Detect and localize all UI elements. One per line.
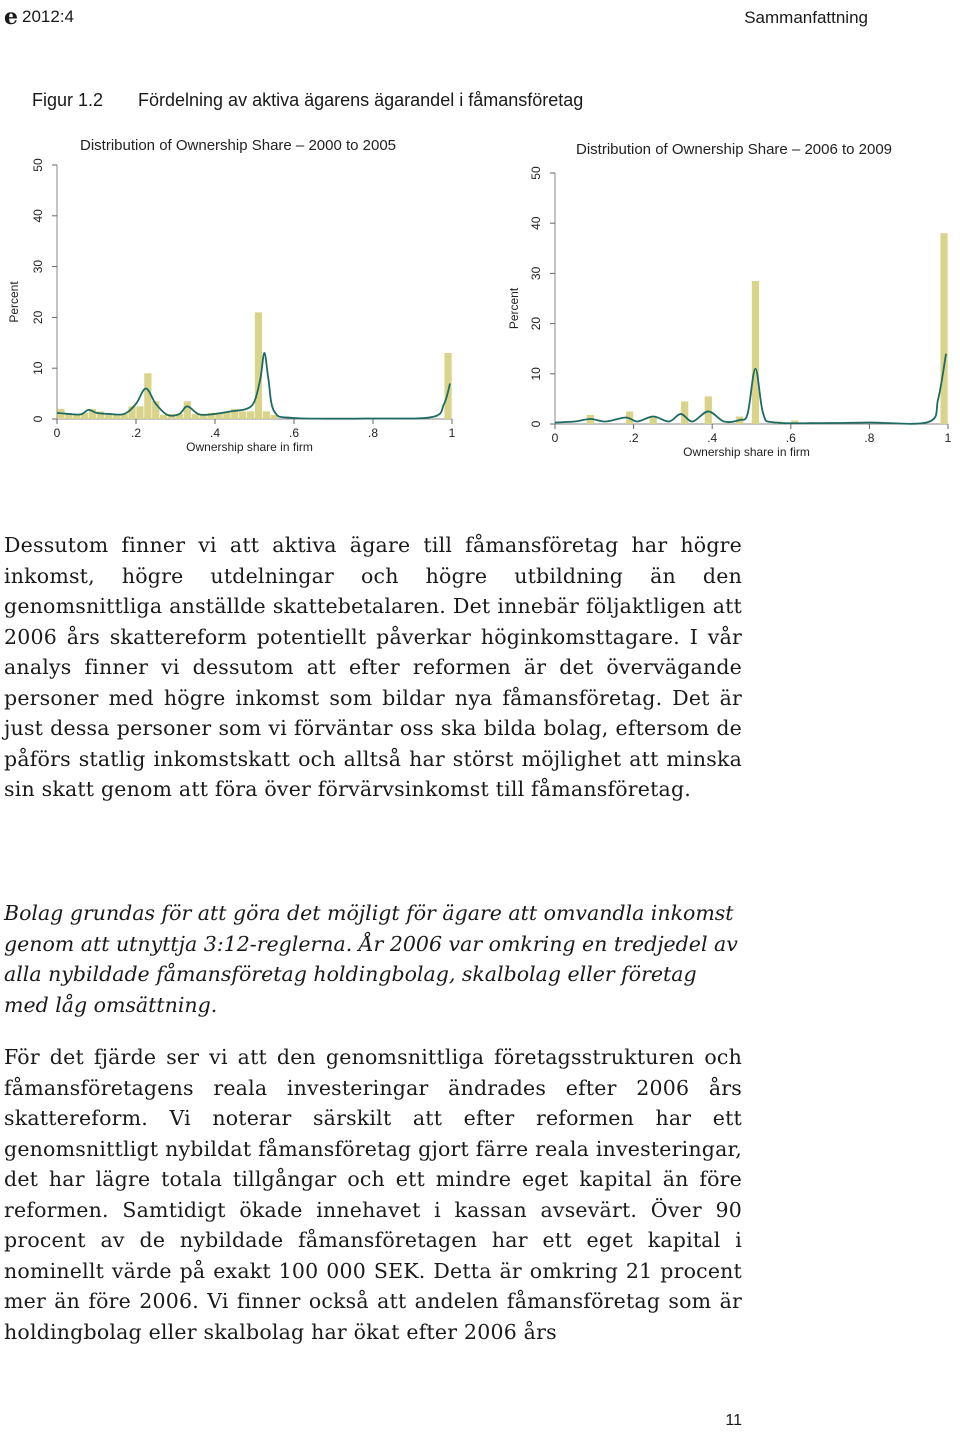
- y-tick-label: 30: [529, 266, 543, 281]
- x-tick-label: .2: [130, 426, 142, 440]
- histogram-bar: [113, 415, 120, 419]
- x-tick-label: .6: [785, 431, 796, 445]
- chart-2006-2009: [500, 128, 960, 463]
- y-tick-label: 0: [31, 415, 45, 423]
- issue-number: 2012:4: [22, 7, 74, 26]
- histogram-bar: [255, 312, 262, 419]
- histogram-bar: [681, 401, 688, 424]
- chart-title: Distribution of Ownership Share – 2006 to 2009: [576, 141, 893, 158]
- x-axis-label: Ownership share in firm: [186, 440, 313, 454]
- section-title: Sammanfattning: [744, 8, 868, 27]
- y-tick-label: 0: [529, 420, 543, 428]
- y-tick-label: 20: [529, 316, 543, 331]
- histogram-bar: [444, 353, 451, 419]
- figure-title: Fördelning av aktiva ägarens ägarandel i fåmansföretag: [138, 90, 584, 110]
- histogram-bar: [184, 401, 191, 419]
- figure-label: Figur 1.2: [32, 90, 104, 110]
- page-number: 11: [725, 1412, 742, 1429]
- histogram-bar: [263, 411, 270, 419]
- x-tick-label: .8: [864, 431, 875, 445]
- y-tick-label: 10: [31, 361, 45, 375]
- callout-quote: Bolag grundas för att göra det möjligt för ägare att omvandla inkomst genom att utnyttja 3:12-reglerna. År 2006 var omkring en tredjedel av alla nybildade fåmansföretag holdingbolag, skalbolag eller företag med låg omsättning.: [4, 901, 738, 1017]
- e-logo-icon: e: [4, 4, 18, 30]
- x-tick-label: .6: [288, 426, 300, 440]
- x-tick-label: 0: [53, 426, 61, 440]
- x-tick-label: .4: [209, 426, 221, 440]
- histogram-bar: [239, 411, 246, 419]
- histogram-bar: [160, 415, 167, 419]
- histogram-bar: [705, 396, 712, 424]
- chart-2000-2005: [0, 128, 480, 458]
- x-tick-label: .4: [707, 431, 718, 445]
- y-tick-label: 10: [529, 367, 543, 381]
- histogram-bar: [940, 233, 947, 424]
- x-tick-label: 1: [944, 431, 952, 445]
- y-tick-label: 40: [529, 216, 543, 230]
- y-axis-label: Percent: [507, 287, 521, 330]
- histogram-bar: [73, 415, 80, 419]
- histogram-bar: [247, 411, 254, 419]
- body-paragraph-1: Dessutom finner vi att aktiva ägare till fåmansföretag har högre inkomst, högre utdelningar och högre utbildning än den genomsnittliga anställde skattebetalaren. Det innebär följaktligen att 2006 års skattereform potentiellt påverkar höginkomsttagare. I vår analys finner vi dessutom att efter reformen är det övervägande personer med högre inkomst som bildar nya fåmansföretag. Det är just dessa personer som vi förväntar oss ska bilda bolag, eftersom de påförs statlig inkomstskatt och alltså har störst möjlighet att minska sin skatt genom att föra över förvärvsinkomst till fåmansföretag.: [4, 533, 742, 801]
- x-axis-label: Ownership share in firm: [683, 445, 810, 459]
- header-journal-issue: [4, 6, 74, 28]
- histogram-bar: [105, 415, 112, 419]
- x-tick-label: .8: [367, 426, 379, 440]
- y-axis-label: Percent: [7, 281, 21, 323]
- histogram-bar: [144, 373, 151, 419]
- density-curve: [57, 353, 450, 419]
- density-curve: [555, 354, 946, 424]
- y-tick-label: 50: [529, 166, 543, 180]
- body-paragraph-2: För det fjärde ser vi att den genomsnittliga företagsstrukturen och fåmansföretagens reala investeringar ändrades efter 2006 års skattereform. Vi noterar särskilt att efter reformen har ett genomsnittligt nybildat fåmansföretag gjort färre reala investeringar, det har lägre totala tillgångar och ett mindre eget kapital än före reformen. Samtidigt ökade innehavet i kassan avsevärt. Över 90 procent av de nybildade fåmansföretagen har ett eget kapital i nominellt värde på exakt 100 000 SEK. Detta är omkring 21 procent mer än före 2006. Vi finner också att andelen fåmansföretag som är holdingbolag eller skalbolag har ökat efter 2006 års: [4, 1045, 742, 1344]
- x-tick-label: 0: [551, 431, 559, 445]
- y-tick-label: 20: [31, 310, 45, 325]
- histogram-bar: [136, 406, 143, 419]
- y-tick-label: 30: [31, 259, 45, 274]
- histogram-bar: [752, 281, 759, 424]
- chart-title: Distribution of Ownership Share – 2000 to 2005: [80, 137, 397, 154]
- y-tick-label: 50: [31, 158, 45, 172]
- y-tick-label: 40: [31, 209, 45, 223]
- x-tick-label: 1: [448, 426, 456, 440]
- x-tick-label: .2: [628, 431, 639, 445]
